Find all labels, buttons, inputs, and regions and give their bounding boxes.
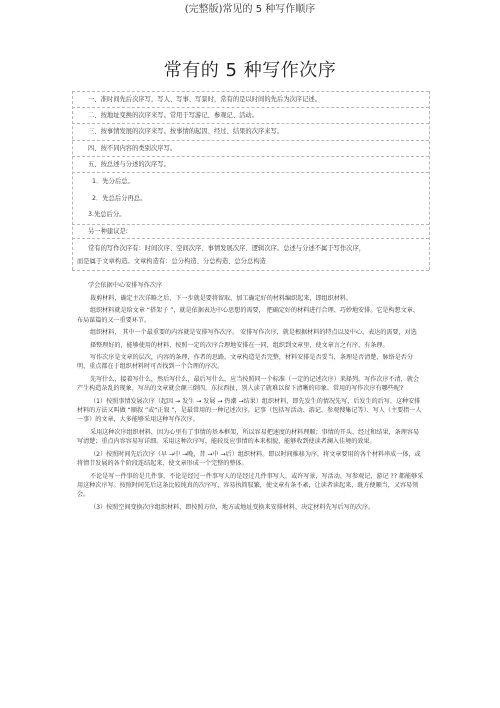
- advice-heading: 另一种建议是:: [88, 228, 128, 235]
- advice-text: 而是属于文章构造。文章构造有：总分构造、分总构造、总分总构造: [77, 258, 266, 265]
- paragraph: （3）按照空间变换次序组织材料，即按照方位，地方或地址变换来安排材料，决定材料先写后写的次序。: [90, 503, 375, 511]
- divider: [429, 91, 430, 270]
- section-heading: 学会依据中心安排写作次序: [88, 282, 163, 289]
- list-item: 1．先分后总。: [92, 178, 134, 185]
- divider: [72, 172, 429, 173]
- document-title: (完整版)常见的 5 种写作顺序: [184, 4, 316, 15]
- list-item: 四、按不同内容的类别次序写。: [88, 145, 177, 152]
- advice-text: 常有的写作次序有：时间次序、空间次序、事情发展次序、逻辑次序。总述与分述不属于写作次序，: [88, 245, 366, 252]
- paragraph: 组织材料就是给文章 “搭架子 ”，就是依据表达中心思想的需要， 把确定好的材料进行合理、巧妙地安排。它是构想文章、布局谋篇的又一重要环节。: [77, 307, 419, 324]
- list-item: 2．先总后分再总。: [92, 195, 147, 202]
- main-title: 常有的 5 种写作次序: [163, 60, 337, 81]
- paragraph: 组织材料， 其中一个最重要的内容就是安排写作次序。 安排写作次序，就是根据材料的特点以及中心、表达的需要，对选: [90, 329, 417, 337]
- paragraph: （1）按照事情发展次序（起因 → 发生 → 发展 → 热潮 →结果）组织材料，即先发生的情况先写，后发生的后写，这种安排材料的方法又叫做 “顺叙 ”或“正叙 ”，是最常用的一种记述次序。记事（包括写活动、游记、参观搜集记等）、写人（主要指一人一事）的文章，大多能够采用这种写作次序。: [77, 397, 422, 424]
- paragraph: 写作次序是文章的层次，内容的条理，作者的思路。文章构造是否完整，材料安排是否妥当，条理是否清楚，脉络是否分明，重点都在于组织材料时可否找到一个合理的序次。: [77, 354, 413, 371]
- paragraph: 裁剪材料，确定主次详略之后，下一步就是要将留取、加工确定好的材料编织起来，即组织材料。: [90, 295, 353, 302]
- divider: [72, 91, 73, 270]
- list-item: 3.先总后分。: [88, 211, 126, 218]
- paragraph: 采用这种次序组织材料，因为心里有了事情的基本框架，所以容易把速度的材料理顺；事情的开头、经过和结果，条理容易写清楚；重点内容容易写详细。采用这种次序写，能较反应事情的本来相貌，能够收到使读者澜入佳境的效果。: [77, 428, 420, 446]
- paragraph: 不论是写一件事的是几件事，不论是经过一件事写人的是经过几件事写人，或许写景，写活动，写参观记，游记 ?? 都能够采用这种次序写。按照时间先后这条比较纯真的次序写，容易执简驭繁，使文章有条不紊，让读者读起来，既方便顺当，又容易领会。: [77, 472, 424, 499]
- list-item: 三、按事情发展的次序来写。按事情的起因、经过、结果的次序来写。: [88, 128, 284, 135]
- divider: [72, 238, 429, 239]
- divider: [72, 91, 429, 92]
- divider: [72, 270, 429, 271]
- paragraph: （2）按照时间先后次序（早 →中 →晚，昔 →中 →后）组织材料。即以时间推移为序，将文章要用的各个材料串成一体，或将情节发展的各个阶段连结起来，使文章形成一个完整的整体。: [77, 450, 421, 468]
- divider: [72, 140, 429, 141]
- paragraph: 择整理好的，能够使用的材料，按照一定的次序合理地安排在一同，组织到文章里，使文章言之有序，有条理。: [90, 341, 389, 349]
- paragraph: 先写什么，接着写什么，然后写什么，最后写什么，应当按照同一个标准（一定的记述次序）来择列。写作次序不清，就会产生构造杂乱的现象，写出的文章就会颠三倒四，东拉西扯，别人读了就难以留下清晰的印象。常用的写作次序有哪些呢?: [77, 375, 420, 393]
- divider: [72, 224, 429, 225]
- divider: [72, 123, 429, 124]
- list-item: 二、按地址变换的次序来写。常用于写游记、参观记、活动。: [88, 112, 259, 119]
- body-text: [77, 294, 425, 512]
- list-item: 五、按总述与分述的次序写。: [88, 161, 170, 168]
- list-item: 一、准时间先后次序写，写人、写事、写景时，常有的是以时间的先后为次序记述。: [88, 96, 321, 103]
- divider: [72, 156, 429, 157]
- divider: [72, 107, 429, 108]
